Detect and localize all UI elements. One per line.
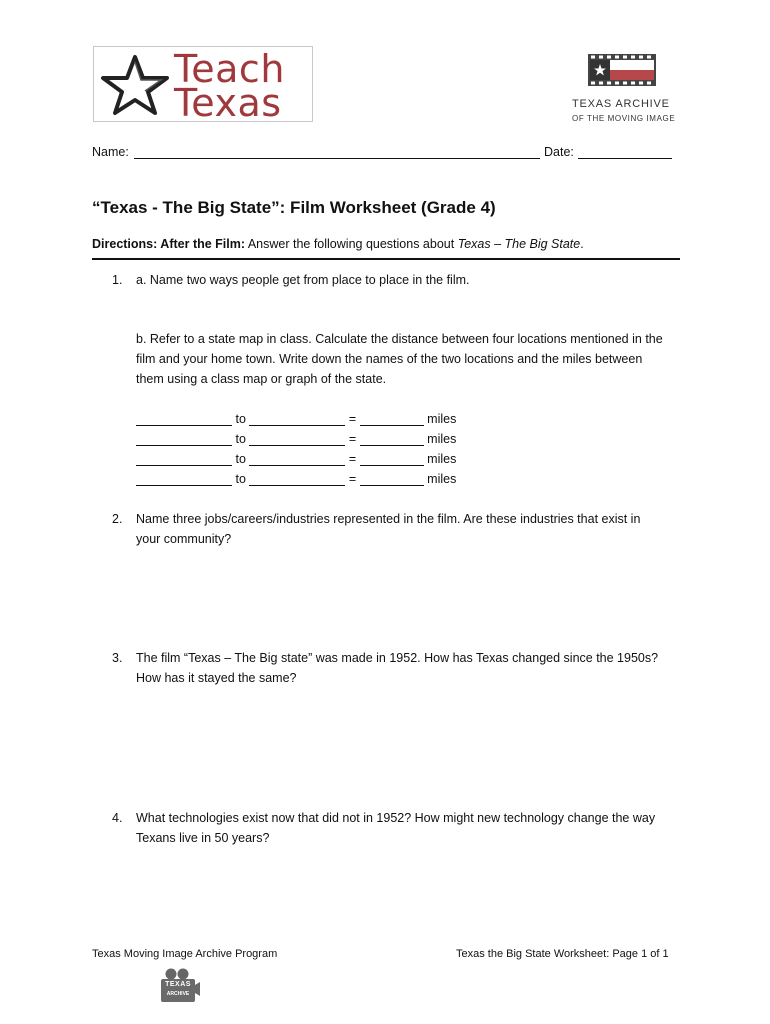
badge-line-2: ARCHIVE (166, 991, 190, 997)
question-4-number: 4. (112, 811, 123, 825)
miles-label: miles (427, 472, 457, 486)
equals-label: = (348, 452, 357, 466)
to-label: to (235, 432, 246, 446)
distance-row-4 (136, 469, 681, 489)
film-strip-flag-icon (588, 54, 656, 86)
name-field[interactable] (134, 158, 540, 159)
question-4-line-1: What technologies exist now that did not in 1952? How might new technology change the way (136, 811, 656, 825)
location-b-blank[interactable] (249, 411, 345, 426)
miles-label: miles (427, 412, 457, 426)
miles-blank[interactable] (360, 431, 424, 446)
equals-label: = (348, 432, 357, 446)
directions-label: Directions: After the Film: (92, 237, 246, 251)
to-label: to (235, 452, 246, 466)
location-a-blank[interactable] (136, 471, 232, 486)
miles-blank[interactable] (360, 411, 424, 426)
distance-row-1 (136, 409, 681, 429)
distance-row-2 (136, 429, 681, 449)
miles-blank[interactable] (360, 451, 424, 466)
directions-film-title: Texas – The Big State (457, 237, 581, 251)
archive-subtitle: OF THE MOVING IMAGE (572, 114, 676, 123)
question-1-number: 1. (112, 273, 123, 287)
question-1b-line-2: film and your home town. Write down the names of the two locations and the miles between (136, 352, 643, 366)
equals-label: = (348, 412, 357, 426)
directions-period: . (580, 237, 584, 251)
question-3-number: 3. (112, 651, 123, 665)
question-2-number: 2. (112, 512, 123, 526)
question-2-line-1: Name three jobs/careers/industries represented in the film. Are these industries that exist in (136, 512, 641, 526)
miles-label: miles (427, 452, 457, 466)
directions (92, 234, 584, 254)
question-1a-text: a. Name two ways people get from place to place in the film. (136, 273, 470, 287)
miles-label: miles (427, 432, 457, 446)
worksheet-title: “Texas - The Big State”: Film Worksheet (Grade 4) (92, 198, 496, 217)
date-label: Date: (544, 145, 574, 159)
footer-left: Texas Moving Image Archive Program (92, 948, 278, 960)
location-b-blank[interactable] (249, 471, 345, 486)
question-4-line-2: Texans live in 50 years? (136, 831, 270, 845)
location-a-blank[interactable] (136, 411, 232, 426)
badge-line-1: TEXAS (165, 981, 191, 988)
date-field[interactable] (578, 158, 672, 159)
to-label: to (235, 472, 246, 486)
archive-title: TEXAS ARCHIVE (572, 98, 670, 110)
question-1b-line-1: b. Refer to a state map in class. Calculate the distance between four locations mentioned in the (136, 332, 663, 346)
distance-row-3 (136, 449, 681, 469)
star-icon (98, 53, 172, 117)
location-b-blank[interactable] (249, 451, 345, 466)
to-label: to (235, 412, 246, 426)
question-1b-line-3: them using a class map or graph of the state. (136, 372, 387, 386)
location-b-blank[interactable] (249, 431, 345, 446)
directions-text: Answer the following questions about (247, 237, 455, 251)
equals-label: = (348, 472, 357, 486)
logo-word-texas: Texas (174, 81, 282, 125)
directions-rule (92, 258, 680, 260)
logo-word-teach: Teach (174, 47, 285, 91)
question-2-line-2: your community? (136, 532, 232, 546)
location-a-blank[interactable] (136, 431, 232, 446)
teach-texas-logo (93, 46, 313, 125)
footer-right: Texas the Big State Worksheet: Page 1 of 1 (456, 948, 669, 960)
location-a-blank[interactable] (136, 451, 232, 466)
miles-blank[interactable] (360, 471, 424, 486)
name-label: Name: (92, 145, 129, 159)
question-3-line-2: How has it stayed the same? (136, 671, 297, 685)
footer-archive-badge (158, 968, 200, 1004)
question-3-line-1: The film “Texas – The Big state” was made in 1952. How has Texas changed since the 1950s? (136, 651, 659, 665)
